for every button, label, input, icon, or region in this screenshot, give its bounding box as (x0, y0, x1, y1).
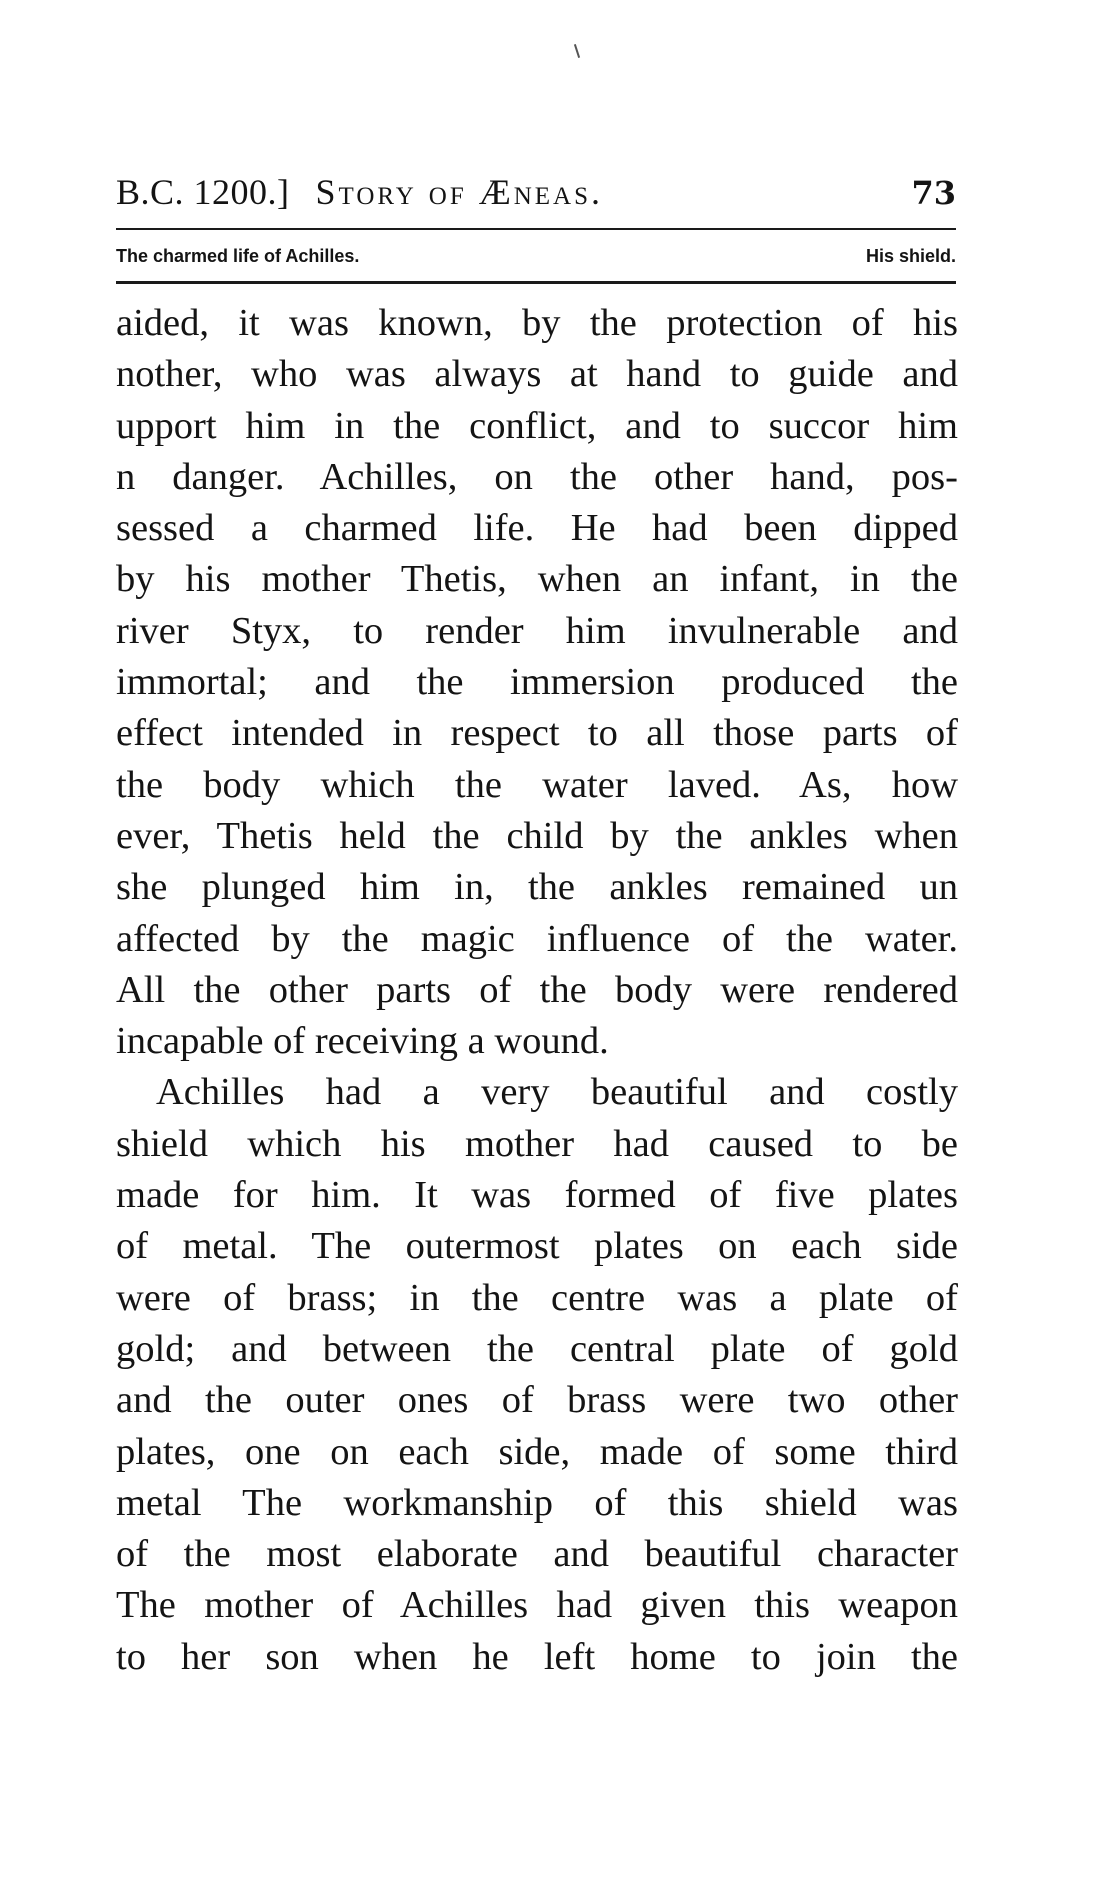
text-line: by his mother Thetis, when an infant, in the (116, 558, 958, 601)
paragraph-end-line: incapable of receiving a wound. (116, 1020, 609, 1063)
text-line: to her son when he left home to join the (116, 1635, 958, 1678)
stray-ink-mark (574, 44, 580, 58)
text-line: she plunged him in, the ankles remained un (116, 866, 958, 909)
text-line: ever, Thetis held the child by the ankles when (116, 814, 958, 857)
text-line: river Styx, to render him invulnerable and (116, 609, 958, 652)
text-line: made for him. It was formed of five plates (116, 1174, 958, 1217)
header-rule-bottom (116, 281, 956, 284)
subhead-left: The charmed life of Achilles. (116, 245, 360, 266)
text-line: affected by the magic influence of the water. (116, 917, 958, 960)
running-head (116, 168, 956, 216)
subhead-right: His shield. (865, 245, 956, 266)
text-line: upport him in the conflict, and to succor him (116, 404, 958, 447)
text-line: the body which the water laved. As, how (116, 763, 958, 806)
body-text (116, 298, 958, 1683)
text-line: plates, one on each side, made of some third (116, 1430, 958, 1473)
paragraph-start-line: Achilles had a very beautiful and costly (156, 1071, 958, 1114)
text-line: metal The workmanship of this shield was (116, 1481, 958, 1524)
text-line: and the outer ones of brass were two other (116, 1379, 958, 1422)
text-line: All the other parts of the body were rendered (116, 968, 958, 1011)
header-rule-top (116, 228, 956, 230)
running-head-left (116, 168, 603, 216)
header-date: B.C. 1200.] (116, 172, 290, 212)
text-line: gold; and between the central plate of gold (116, 1327, 958, 1370)
text-line: of metal. The outermost plates on each side (116, 1225, 958, 1268)
header-title: Story of Æneas. (315, 172, 604, 212)
side-notes (116, 238, 956, 274)
text-line: The mother of Achilles had given this weapon (116, 1584, 958, 1627)
text-line: effect intended in respect to all those parts of (116, 712, 958, 755)
page-number: 73 (911, 174, 956, 212)
text-line: of the most elaborate and beautiful character (116, 1533, 958, 1576)
text-line: aided, it was known, by the protection of his (116, 302, 958, 344)
text-line: shield which his mother had caused to be (116, 1122, 958, 1165)
text-line: nother, who was always at hand to guide and (116, 353, 958, 396)
text-line: were of brass; in the centre was a plate of (116, 1276, 958, 1319)
text-line: sessed a charmed life. He had been dipped (116, 507, 958, 550)
text-line: immortal; and the immersion produced the (116, 661, 958, 704)
text-line: n danger. Achilles, on the other hand, pos- (116, 455, 958, 498)
